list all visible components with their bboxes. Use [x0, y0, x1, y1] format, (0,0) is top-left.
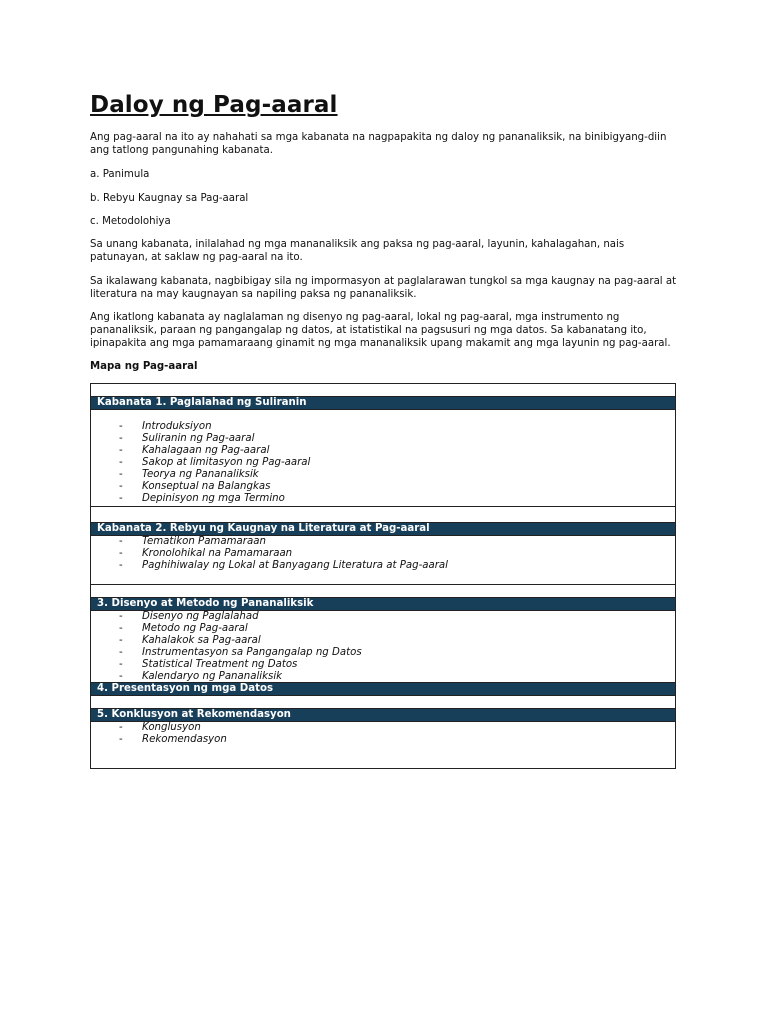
dash-bullet: -: [119, 611, 123, 622]
item-label: Tematikon Pamamaraan: [142, 536, 266, 547]
chapter1-paragraph: Sa unang kabanata, inilalahad ng mga mananaliksik ang paksa ng pag-aaral, layunin, kahalagahan, nais patunayan, at saklaw ng pag-aaral na ito.: [90, 239, 625, 263]
item-label: Kahalagaan ng Pag-aaral: [142, 445, 270, 456]
item-label: Instrumentasyon sa Pangangalap ng Datos: [142, 647, 362, 658]
dash-bullet: -: [119, 445, 123, 456]
row-divider: [91, 506, 675, 507]
dash-bullet: -: [119, 548, 123, 559]
list-item: [91, 734, 675, 746]
list-item: [91, 445, 675, 457]
page-title: Daloy ng Pag-aaral: [90, 92, 338, 118]
list-item: [91, 623, 675, 635]
item-label: Rekomendasyon: [142, 734, 227, 745]
dash-bullet: -: [119, 421, 123, 432]
dash-bullet: -: [119, 734, 123, 745]
dash-bullet: -: [119, 481, 123, 492]
dash-bullet: -: [119, 635, 123, 646]
dash-bullet: -: [119, 623, 123, 634]
dash-bullet: -: [119, 722, 123, 733]
intro-paragraph: Ang pag-aaral na ito ay nahahati sa mga kabanata na nagpapakita ng daloy ng pananaliksik, na binibigyang-diin ang tatlong pangunahing kabanata.: [90, 132, 667, 156]
section-5-items: [91, 722, 675, 746]
dash-bullet: -: [119, 560, 123, 571]
item-label: Paghihiwalay ng Lokal at Banyagang Literatura at Pag-aaral: [142, 560, 449, 571]
row-divider: [91, 584, 675, 585]
chapter2-paragraph: Sa ikalawang kabanata, nagbibigay sila ng impormasyon at paglalarawan tungkol sa mga kaugnay na pag-aaral at literatura na may kaugnayan sa napiling paksa ng pananaliksik.: [90, 276, 677, 300]
section-header-4: 4. Presentasyon ng mga Datos: [91, 682, 675, 696]
list-item: [91, 469, 675, 481]
list-item: [91, 611, 675, 623]
list-item: [91, 659, 675, 671]
item-label: Kronolohikal na Pamamaraan: [142, 548, 293, 559]
section-3-items: [91, 611, 675, 683]
item-label: Teorya ng Pananaliksik: [142, 469, 259, 480]
dash-bullet: -: [119, 469, 123, 480]
section-header-2: Kabanata 2. Rebyu ng Kaugnay na Literatura at Pag-aaral: [91, 522, 675, 536]
list-item: [91, 433, 675, 445]
dash-bullet: -: [119, 659, 123, 670]
section-1-items: [91, 421, 675, 505]
item-label: Konglusyon: [142, 722, 201, 733]
list-item: [91, 536, 675, 548]
section-2-items: [91, 536, 675, 572]
dash-bullet: -: [119, 647, 123, 658]
item-label: Kalendaryo ng Pananaliksik: [142, 671, 283, 682]
list-item: [91, 493, 675, 505]
dash-bullet: -: [119, 671, 123, 682]
dash-bullet: -: [119, 457, 123, 468]
section-header-5: 5. Konklusyon at Rekomendasyon: [91, 708, 675, 722]
list-item: [91, 635, 675, 647]
dash-bullet: -: [119, 433, 123, 444]
item-label: Kahalakok sa Pag-aaral: [142, 635, 261, 646]
list-item: [91, 548, 675, 560]
item-label: Suliranin ng Pag-aaral: [142, 433, 255, 444]
list-item: [91, 421, 675, 433]
dash-bullet: -: [119, 493, 123, 504]
list-item: [91, 647, 675, 659]
list-item: [91, 722, 675, 734]
list-item: [91, 560, 675, 572]
list-item: [91, 481, 675, 493]
study-map-table: [90, 383, 676, 769]
item-label: Konseptual na Balangkas: [142, 481, 271, 492]
item-label: Sakop at limitasyon ng Pag-aaral: [142, 457, 311, 468]
chapter3-paragraph: Ang ikatlong kabanata ay naglalaman ng disenyo ng pag-aaral, lokal ng pag-aaral, mga instrumento ng pananaliksik, paraan ng pangangalap ng datos, at istatistikal na pagsusuri ng mga datos. Sa kabanatang ito, ipinapakita ang mga pamamaraang ginamit ng mga mananaliksik upang makamit ang mga layunin ng pag-aaral.: [90, 312, 671, 349]
dash-bullet: -: [119, 536, 123, 547]
item-label: Disenyo ng Paglalahad: [142, 611, 259, 622]
list-item-c: c. Metodolohiya: [90, 216, 171, 227]
section-header-1: Kabanata 1. Paglalahad ng Suliranin: [91, 396, 675, 410]
list-item: [91, 457, 675, 469]
list-item-a: a. Panimula: [90, 169, 150, 180]
section-header-3: 3. Disenyo at Metodo ng Pananaliksik: [91, 597, 675, 611]
map-heading: Mapa ng Pag-aaral: [90, 361, 198, 372]
item-label: Statistical Treatment ng Datos: [142, 659, 298, 670]
list-item-b: b. Rebyu Kaugnay sa Pag-aaral: [90, 193, 249, 204]
item-label: Metodo ng Pag-aaral: [142, 623, 248, 634]
item-label: Depinisyon ng mga Termino: [142, 493, 285, 504]
item-label: Introduksiyon: [142, 421, 212, 432]
